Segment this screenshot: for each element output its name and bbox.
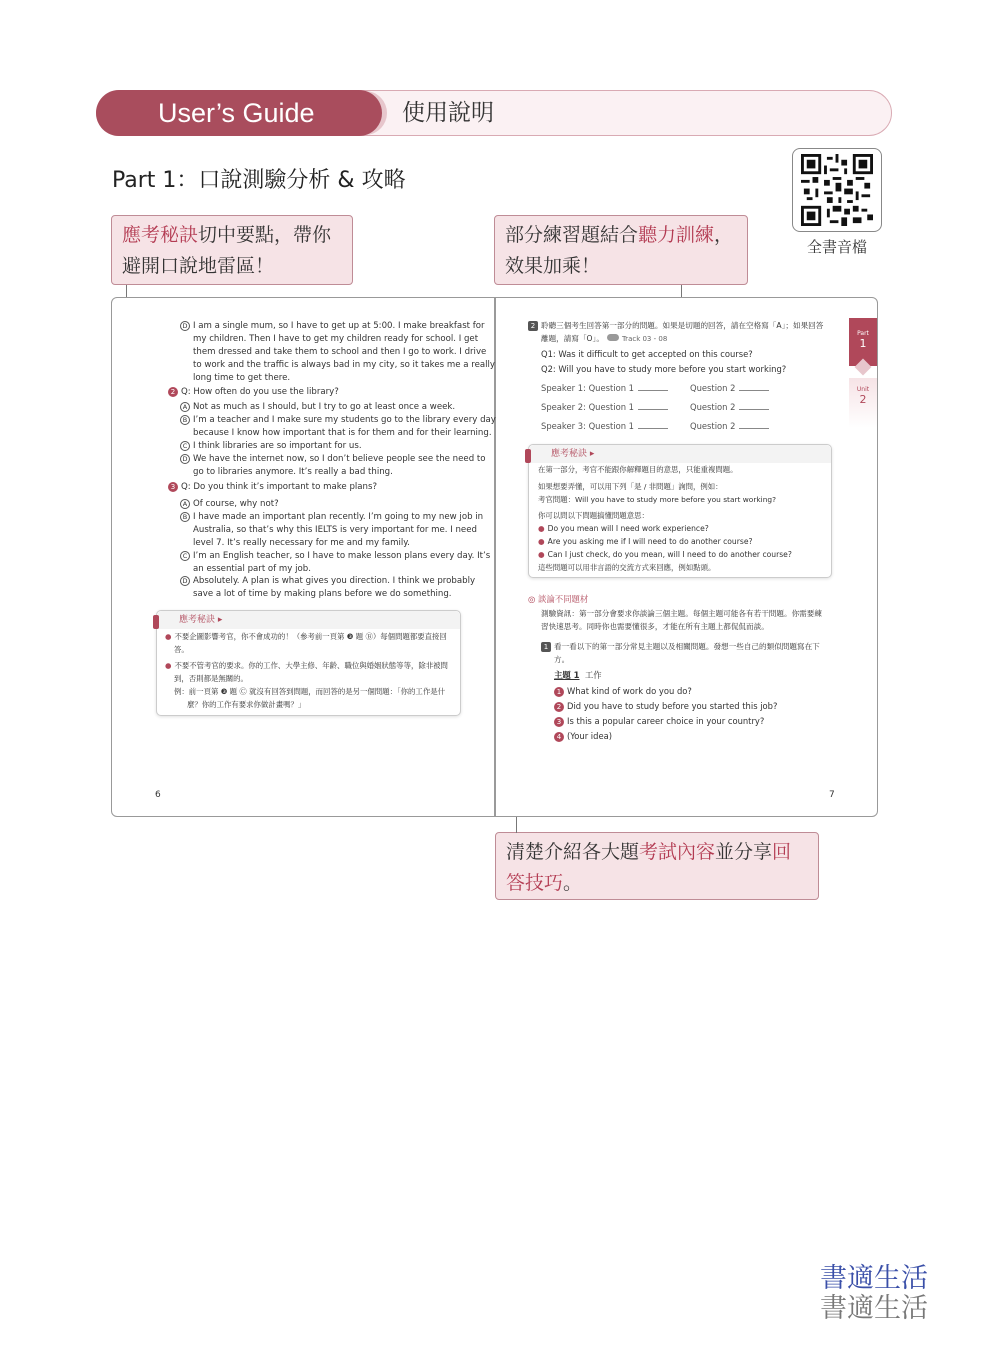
tip-box-tab <box>525 449 531 463</box>
answer-blank[interactable] <box>739 383 769 391</box>
speaker-row <box>541 401 668 414</box>
exercise-number: 1 <box>541 642 551 652</box>
book-spine <box>494 298 496 816</box>
bullet-icon: ● <box>538 537 545 546</box>
callout-practice-text-2: 效果加乘！ <box>505 255 601 277</box>
option-letter: B <box>180 415 190 425</box>
speaker-row-q2 <box>690 420 769 433</box>
answer-text: Australia, so that’s why this IELTS is very important for me. I need <box>193 525 477 535</box>
option-letter: D <box>180 454 190 464</box>
question-number: 3 <box>554 717 564 727</box>
question-label: Question 2 <box>690 421 736 431</box>
answer-text: go to libraries anymore. It’s really a bad thing. <box>193 467 393 477</box>
speaker-label: Speaker 2: <box>541 402 586 412</box>
watermark-line-1: 書適生活 <box>820 1263 928 1294</box>
banner-title: User’s Guide <box>96 90 382 136</box>
callout-tips <box>111 215 353 285</box>
answer-text: Not as much as I should, but I try to go at least once a week. <box>193 402 456 412</box>
topic-question <box>554 700 777 713</box>
question-number: 1 <box>554 687 564 697</box>
tip-text: 例：前一頁第 ❸ 題 Ⓒ 就沒有回答到問題，而回答的是另一個問題：「你的工作是什 <box>174 687 445 696</box>
tip-bullet <box>538 523 709 536</box>
exercise-instruction <box>541 641 820 654</box>
question-text: Did you have to study before you started this job? <box>567 701 778 711</box>
header-banner <box>96 90 892 136</box>
question <box>168 386 339 399</box>
listening-question: Q1: Was it difficult to get accepted on this course? <box>541 349 753 359</box>
tip-box <box>528 444 832 578</box>
question-text: Is this a popular career choice in your country? <box>567 716 765 726</box>
answer-text: an essential part of my job. <box>193 564 311 574</box>
option-letter: B <box>180 512 190 522</box>
section-title: 談論不同題材 <box>537 594 589 604</box>
answer-text: We have the internet now, so I don’t believe people see the need to <box>193 454 486 464</box>
exercise-number: 2 <box>528 321 538 331</box>
question-number: 2 <box>554 702 564 712</box>
page-number-right: 7 <box>829 790 835 800</box>
answer-text: save a lot of time by making plans before we do something. <box>193 589 452 599</box>
tip-text: Are you asking me if I will need to do another course? <box>547 537 753 546</box>
option-letter: A <box>180 499 190 509</box>
answer-option <box>180 575 475 588</box>
callout-intro-highlight-3: 答技巧 <box>506 872 564 894</box>
question-text: Q: Do you think it’s important to make plans? <box>181 482 378 492</box>
side-tab-label: Part <box>857 330 869 337</box>
option-letter: A <box>180 402 190 412</box>
tip-box <box>156 610 461 716</box>
exercise-instruction-2 <box>541 333 667 346</box>
answer-blank[interactable] <box>739 421 769 429</box>
side-tab-number: 2 <box>859 393 867 406</box>
bullet-icon: ● <box>538 524 545 533</box>
callout-tips-highlight: 應考秘訣 <box>122 224 199 246</box>
option-letter: D <box>180 321 190 331</box>
answer-option <box>180 320 485 333</box>
speaker-row <box>541 382 668 395</box>
section-icon: ◎ <box>528 594 536 604</box>
tip-text: Can I just check, do you mean, will I need to do another course? <box>547 550 792 559</box>
tip-box-title: 應考秘訣 ▸ <box>551 449 595 459</box>
tip-text: 如果想要弄懂，可以用下列「是 / 非問題」詢問，例如： <box>538 482 723 491</box>
question-text: Q: How often do you use the library? <box>181 387 339 397</box>
tip-text: 考官問題：Will you have to study more before you start working? <box>538 495 776 504</box>
topic-label: 主題 1 <box>554 670 580 680</box>
callout-practice-punct: ， <box>714 224 734 246</box>
tip-text: 這些問題可以用非言語的交流方式來回應，例如點頭。 <box>538 563 716 572</box>
tip-bullet <box>165 660 448 673</box>
answer-blank[interactable] <box>638 421 668 429</box>
answer-text: I’m a teacher and I make sure my students go to the library every day <box>193 415 496 425</box>
track-label: Track 03 - 08 <box>621 335 668 343</box>
question <box>168 481 377 494</box>
tip-bullet <box>165 631 447 644</box>
tip-bullet <box>538 536 753 549</box>
topic-name: 工作 <box>584 670 602 680</box>
tip-text: 不要不管考官的要求。你的工作、大學主修、年齡、職位與婚姻狀態等等，除非被問 <box>174 661 448 670</box>
topic-question <box>554 685 692 698</box>
question-label: Question 1 <box>588 421 635 431</box>
callout-practice-highlight: 聽力訓練 <box>638 224 715 246</box>
answer-text: Of course, why not? <box>193 499 279 509</box>
answer-text: Absolutely. A plan is what gives you direction. I think we probably <box>193 576 476 586</box>
answer-option <box>180 511 483 524</box>
question-text: (Your idea) <box>567 731 613 741</box>
question-label: Question 1 <box>588 383 635 393</box>
tip-box-title: 應考秘訣 ▸ <box>179 615 223 625</box>
answer-text: my children. Then I have to get my children ready for school. I get <box>193 334 479 344</box>
callout-intro-punct: 。 <box>563 872 583 894</box>
instruction-text: 看一看以下的第一部分常見主題以及相關問題。發想一些自己的類似問題寫在下 <box>554 642 820 651</box>
tip-bullet <box>538 549 792 562</box>
callout-intro-text: 清楚介紹各大題 <box>506 841 640 863</box>
question-label: Question 2 <box>690 402 736 412</box>
side-tab-label: Unit <box>856 386 870 393</box>
side-tab-number: 1 <box>859 337 867 350</box>
question-text: What kind of work do you do? <box>567 686 692 696</box>
listening-question: Q2: Will you have to study more before you start working? <box>541 364 787 374</box>
answer-option <box>180 498 279 511</box>
answer-blank[interactable] <box>638 402 668 410</box>
instruction-text: 離題，請寫「O」。 <box>541 334 604 343</box>
answer-blank[interactable] <box>739 402 769 410</box>
section-text: 測驗資訊：第一部分會要求你談論三個主題。每個主題可能各有若干問題。你需要練 <box>541 609 822 618</box>
bullet-icon: ● <box>538 550 545 559</box>
answer-text: them dressed and take them to school and then I go to work. I drive <box>193 347 487 357</box>
speaker-row-q2 <box>690 401 769 414</box>
tip-text: 在第一部分，考官不能跟你解釋題目的意思，只能重複問題。 <box>538 465 738 474</box>
watermark-line-2: 書適生活 <box>820 1293 928 1324</box>
speaker-label: Speaker 3: <box>541 421 586 431</box>
page-number-left: 6 <box>155 790 161 800</box>
question-number: 4 <box>554 732 564 742</box>
question-number: 3 <box>168 482 178 492</box>
speaker-label: Speaker 1: <box>541 383 586 393</box>
tip-text: 答。 <box>174 645 189 654</box>
callout-intro-highlight-1: 考試內容 <box>639 841 716 863</box>
answer-text: because I know how important that is for them and for their learning. <box>193 428 492 438</box>
option-letter: C <box>180 551 190 561</box>
tip-text: Do you mean will I need work experience? <box>547 524 709 533</box>
topic-heading <box>554 669 602 682</box>
callout-practice <box>494 215 748 285</box>
topic-question <box>554 715 764 728</box>
callout-tips-text-2: 避開口說地雷區！ <box>122 255 275 277</box>
tip-text: 麼？你的工作有要求你做計畫嗎？」 <box>187 700 306 709</box>
callout-tips-text: 切中要點，帶你 <box>198 224 332 246</box>
instruction-text: 聆聽三個考生回答第一部分的問題。如果是切題的回答，請在空格寫「A」；如果回答 <box>541 321 824 330</box>
answer-text: to work and the traffic is always bad in my city, so it takes me a really <box>193 360 495 370</box>
topic-question <box>554 730 612 743</box>
part-title: Part 1：口說測驗分析 & 攻略 <box>112 168 406 193</box>
answer-text: I am a single mum, so I have to get up at 5:00. I make breakfast for <box>193 321 485 331</box>
bullet-icon: ● <box>165 632 172 641</box>
tip-box-tab <box>153 615 159 629</box>
book-spread <box>111 297 878 817</box>
instruction-text: 方。 <box>554 655 570 664</box>
callout-practice-text: 部分練習題結合 <box>505 224 639 246</box>
answer-text: I’m an English teacher, so I have to make lesson plans every day. It’s <box>193 551 491 561</box>
tip-text: 不要企圖影響考官，你不會成功的！（參考前一頁第 ❸ 題 Ⓑ）每個問題都要直接回 <box>174 632 447 641</box>
qr-code-icon <box>800 154 874 226</box>
callout-intro-text-mid: 並分享 <box>715 841 773 863</box>
headphones-icon[interactable] <box>607 334 619 341</box>
callout-intro <box>495 832 819 900</box>
answer-text: long time to get there. <box>193 373 291 383</box>
answer-text: level 7. It’s really necessary for me and my family. <box>193 538 410 548</box>
speaker-row <box>541 420 668 433</box>
speaker-row-q2 <box>690 382 769 395</box>
option-letter: C <box>180 441 190 451</box>
option-letter: D <box>180 576 190 586</box>
banner-subtitle: 使用說明 <box>402 100 494 126</box>
answer-option <box>180 440 362 453</box>
question-label: Question 2 <box>690 383 736 393</box>
question-label: Question 1 <box>588 402 635 412</box>
answer-text: I have made an important plan recently. I’m going to my new job in <box>193 512 484 522</box>
answer-text: I think libraries are so important for us. <box>193 441 362 451</box>
qr-label: 全書音檔 <box>806 238 867 256</box>
callout-intro-highlight-2: 回 <box>772 841 792 863</box>
answer-option <box>180 414 496 427</box>
bullet-icon: ● <box>165 661 172 670</box>
section-text: 習快速思考。同時你也需要懂很多，才能在所有主題上都侃侃而談。 <box>541 622 769 631</box>
qr-code[interactable] <box>792 148 882 232</box>
answer-option <box>180 453 486 466</box>
answer-option <box>180 550 490 563</box>
exercise-instruction <box>528 320 823 333</box>
side-tab-unit[interactable] <box>849 378 877 428</box>
question-number: 2 <box>168 387 178 397</box>
section-heading <box>528 593 588 606</box>
tip-text: 你可以問以下問題搞懂問題意思： <box>538 511 649 520</box>
tip-text: 到，否則都是無關的。 <box>174 674 248 683</box>
answer-blank[interactable] <box>638 383 668 391</box>
answer-option <box>180 401 455 414</box>
